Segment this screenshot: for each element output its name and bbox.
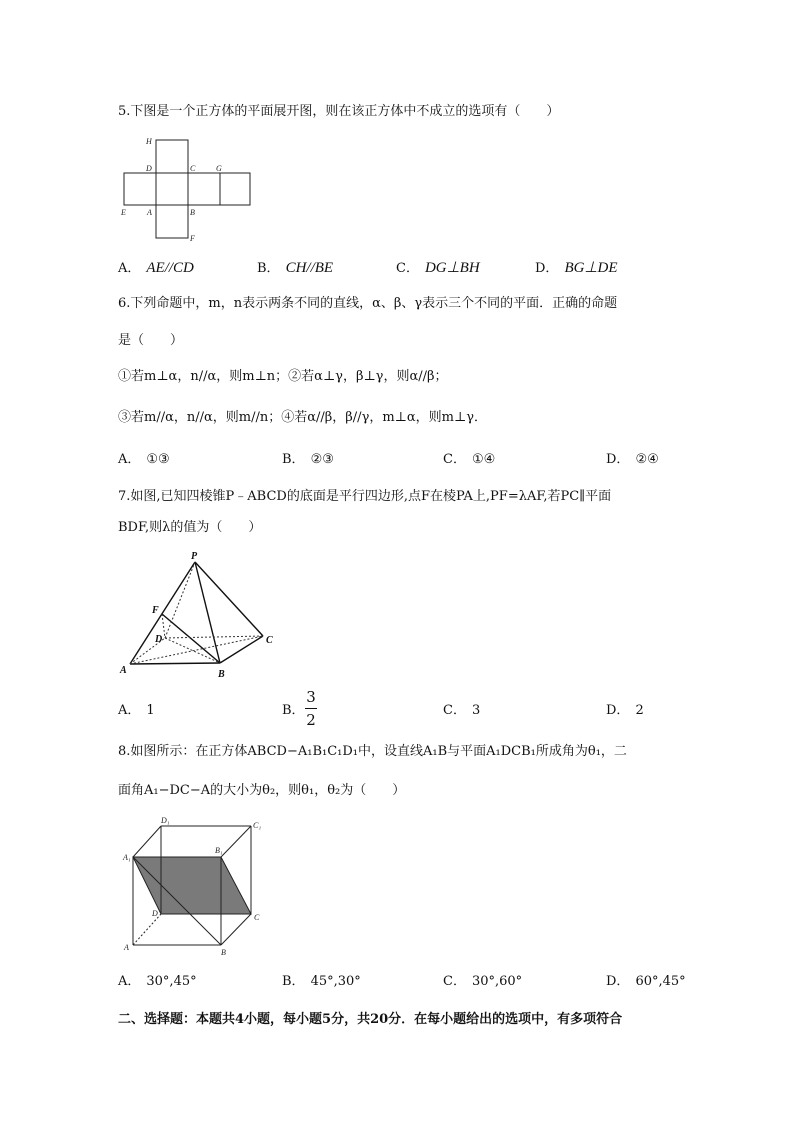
q6-option-b[interactable]: [282, 451, 334, 469]
q7-option-a[interactable]: [118, 702, 155, 720]
option-text: ①③: [146, 452, 170, 467]
cube-label-a: A: [124, 943, 129, 952]
q5-cube-net-figure: [115, 133, 260, 245]
pyramid-label-f: F: [152, 605, 159, 616]
option-key: A．: [118, 974, 141, 989]
net-label-g: G: [216, 164, 222, 173]
q6-propositions-line2: ③若m//α，n//α，则m//n；④若α//β，β//γ，m⊥α，则m⊥γ．: [118, 410, 487, 425]
net-label-a: A: [147, 208, 152, 217]
cube-label-b: B: [221, 948, 226, 957]
option-key: C．: [443, 452, 466, 467]
q8-cube-figure: [115, 812, 275, 962]
q8-option-a[interactable]: [118, 973, 197, 991]
option-text: 1: [146, 703, 155, 718]
option-text: 60°,45°: [635, 974, 686, 989]
cube-label-d1: D₁: [161, 816, 170, 825]
net-label-h: H: [146, 137, 152, 146]
option-key: B．: [257, 261, 280, 276]
option-key: A．: [118, 261, 141, 276]
option-key: A．: [118, 452, 141, 467]
option-text: ②③: [310, 452, 334, 467]
net-label-d: D: [146, 164, 152, 173]
q7-pyramid-figure: [115, 548, 280, 683]
q5-stem: 5.下图是一个正方体的平面展开图，则在该正方体中不成立的选项有（ ）: [118, 104, 560, 119]
q7-option-b-numerator: 3: [306, 688, 316, 706]
net-label-b: B: [190, 208, 195, 217]
q8-stem-line1: [118, 743, 627, 761]
pyramid-label-b: B: [218, 669, 225, 680]
option-text: 30°,60°: [471, 974, 523, 989]
q7-option-b-fraction-bar: [305, 708, 317, 709]
q8-stem-line2: 面角A₁−DC−A的大小为θ₂，则θ₁，θ₂为（ ）: [118, 783, 406, 798]
option-text: 45°,30°: [310, 974, 361, 989]
q8-option-d[interactable]: [606, 973, 686, 991]
cube-label-c1: C₁: [253, 821, 262, 830]
q7-option-b[interactable]: [282, 702, 305, 720]
option-key: D．: [606, 703, 630, 718]
net-label-e: E: [121, 208, 126, 217]
option-key: B．: [282, 452, 305, 467]
q7-stem-line1: 7.如图,已知四棱锥P﹣ABCD的底面是平行四边形,点F在棱PA上,PF=λAF,若PC∥平面: [118, 489, 612, 504]
q5-option-a[interactable]: [118, 259, 194, 278]
option-text: 30°,45°: [146, 974, 197, 989]
option-key: C．: [443, 974, 466, 989]
option-text: DG⊥BH: [424, 260, 480, 276]
option-text: ①④: [471, 452, 496, 467]
option-text: CH//BE: [285, 260, 334, 276]
pyramid-label-d: D: [155, 634, 163, 645]
option-text: ②④: [635, 452, 659, 467]
q7-option-d[interactable]: [606, 702, 644, 720]
q5-option-c[interactable]: [396, 259, 480, 278]
option-key: D．: [606, 974, 630, 989]
pyramid-label-a: A: [120, 665, 127, 676]
q6-option-d[interactable]: [606, 451, 659, 469]
option-text: BG⊥DE: [564, 260, 618, 276]
cube-label-d: D: [152, 909, 158, 918]
option-key: D．: [535, 261, 559, 276]
q5-option-b[interactable]: [257, 259, 333, 278]
q5-option-d[interactable]: [535, 259, 618, 278]
q8-option-b[interactable]: [282, 973, 361, 991]
section-2-heading: 二、选择题：本题共4小题，每小题5分，共20分．在每小题给出的选项中，有多项符合: [118, 1012, 623, 1027]
option-key: A．: [118, 703, 141, 718]
option-key: B．: [282, 974, 305, 989]
q6-option-c[interactable]: [443, 451, 495, 469]
q6-option-a[interactable]: [118, 451, 170, 469]
q6-stem-line2: 是（ ）: [118, 333, 184, 348]
q7-option-c[interactable]: [443, 702, 480, 720]
q8-stem-line1-text: 8.如图所示：在正方体ABCD−A₁B₁C₁D₁中，设直线A₁B与平面A₁DCB₁所成角为θ₁，二: [118, 744, 627, 759]
option-text: 2: [635, 703, 644, 718]
option-key: B．: [282, 703, 305, 718]
q6-stem-line1: 6.下列命题中，m，n表示两条不同的直线，α、β、γ表示三个不同的平面．正确的命题: [118, 296, 618, 311]
pyramid-label-c: C: [266, 635, 273, 646]
option-text: 3: [471, 703, 481, 718]
net-label-f: F: [190, 234, 195, 243]
cube-label-b1: B₁: [215, 846, 223, 855]
option-key: C．: [443, 703, 466, 718]
option-text: AE//CD: [146, 260, 194, 276]
shaded-plane-a1dcb1: [133, 857, 251, 914]
option-key: C．: [396, 261, 419, 276]
q8-option-c[interactable]: [443, 973, 522, 991]
cube-label-c: C: [254, 913, 260, 922]
net-label-c: C: [190, 164, 196, 173]
q7-option-b-denominator: 2: [306, 711, 316, 729]
pyramid-label-p: P: [191, 551, 198, 562]
q6-propositions-line1: ①若m⊥α，n//α，则m⊥n；②若α⊥γ，β⊥γ，则α//β；: [118, 369, 448, 384]
option-key: D．: [606, 452, 630, 467]
cube-label-a1: A₁: [123, 853, 131, 862]
q7-stem-line2: BDF,则λ的值为（ ）: [118, 520, 262, 535]
